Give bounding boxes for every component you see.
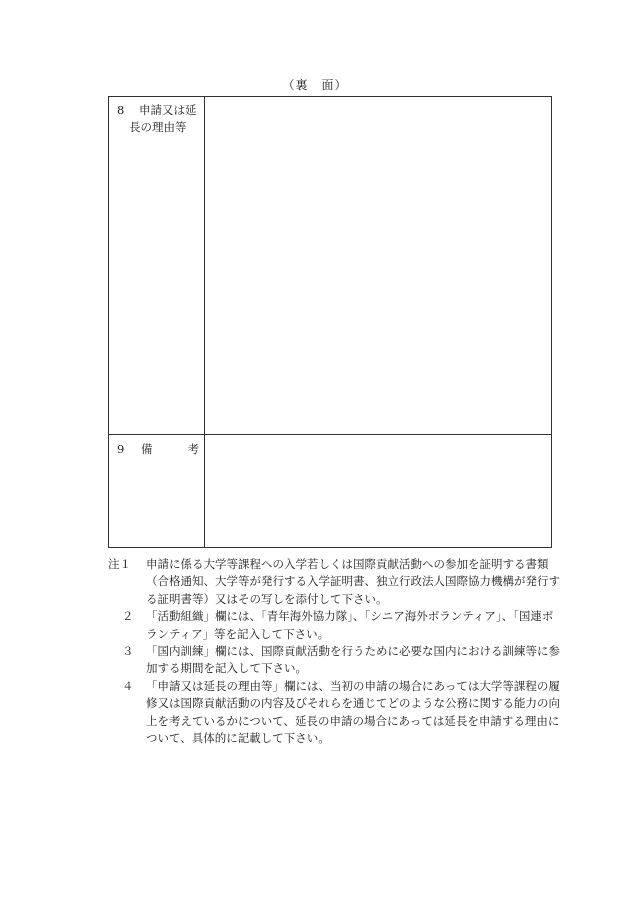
note-text-1: 申請に係る大学等課程への入学若しくは国際貢献活動への参加を証明する書類（合格通知、大学等が発行する入学証明書、独立行政法人国際協力機構が発行する証明書等）又はその写しを添付して下さい。 [146,557,560,606]
note-item-1 [108,556,560,608]
page-heading: （裏 面） [282,78,348,92]
form-table [108,96,552,548]
note-item-4 [108,678,560,748]
note-number-2: ２ [122,609,134,624]
note-item-3 [108,643,560,678]
note-number-4: ４ [122,678,134,693]
remarks-row [109,435,551,547]
notes-section [108,556,560,747]
note-text-4: 「申請又は延長の理由等」欄には、当初の申請の場合にあっては大学等課程の履修又は国際貢献活動の内容及びそれらを通じてどのような公務に関する能力の向上を考えているかについて、延長の申請の場合にあっては延長を申請する理由について、具体的に記載して下さい。 [146,678,560,746]
note-item-2 [108,608,560,643]
remarks-label: 備 考 [141,442,199,456]
reason-item-number: 8 [117,103,125,117]
note-number-3: ３ [122,644,134,659]
note-text-3: 「国内訓練」欄には、国際貢献活動を行うために必要な国内における訓練等に参加する期間を記入して下さい。 [146,644,560,676]
reason-row [109,97,551,435]
remarks-value-cell[interactable] [205,435,551,547]
reason-value-cell[interactable] [205,97,551,434]
note-text-2: 「活動組織」欄には、「青年海外協力隊」、「シニア海外ボランティア」、「国連ボランティア」等を記入して下さい。 [146,609,554,641]
note-number-1: 注１ [108,557,131,571]
reason-label-cell [109,97,205,434]
remarks-label-cell [109,435,205,547]
reason-label-line2: 長の理由等 [129,120,187,134]
remarks-item-number: 9 [117,442,125,456]
reason-label-line1: 申請又は延 [139,103,197,117]
